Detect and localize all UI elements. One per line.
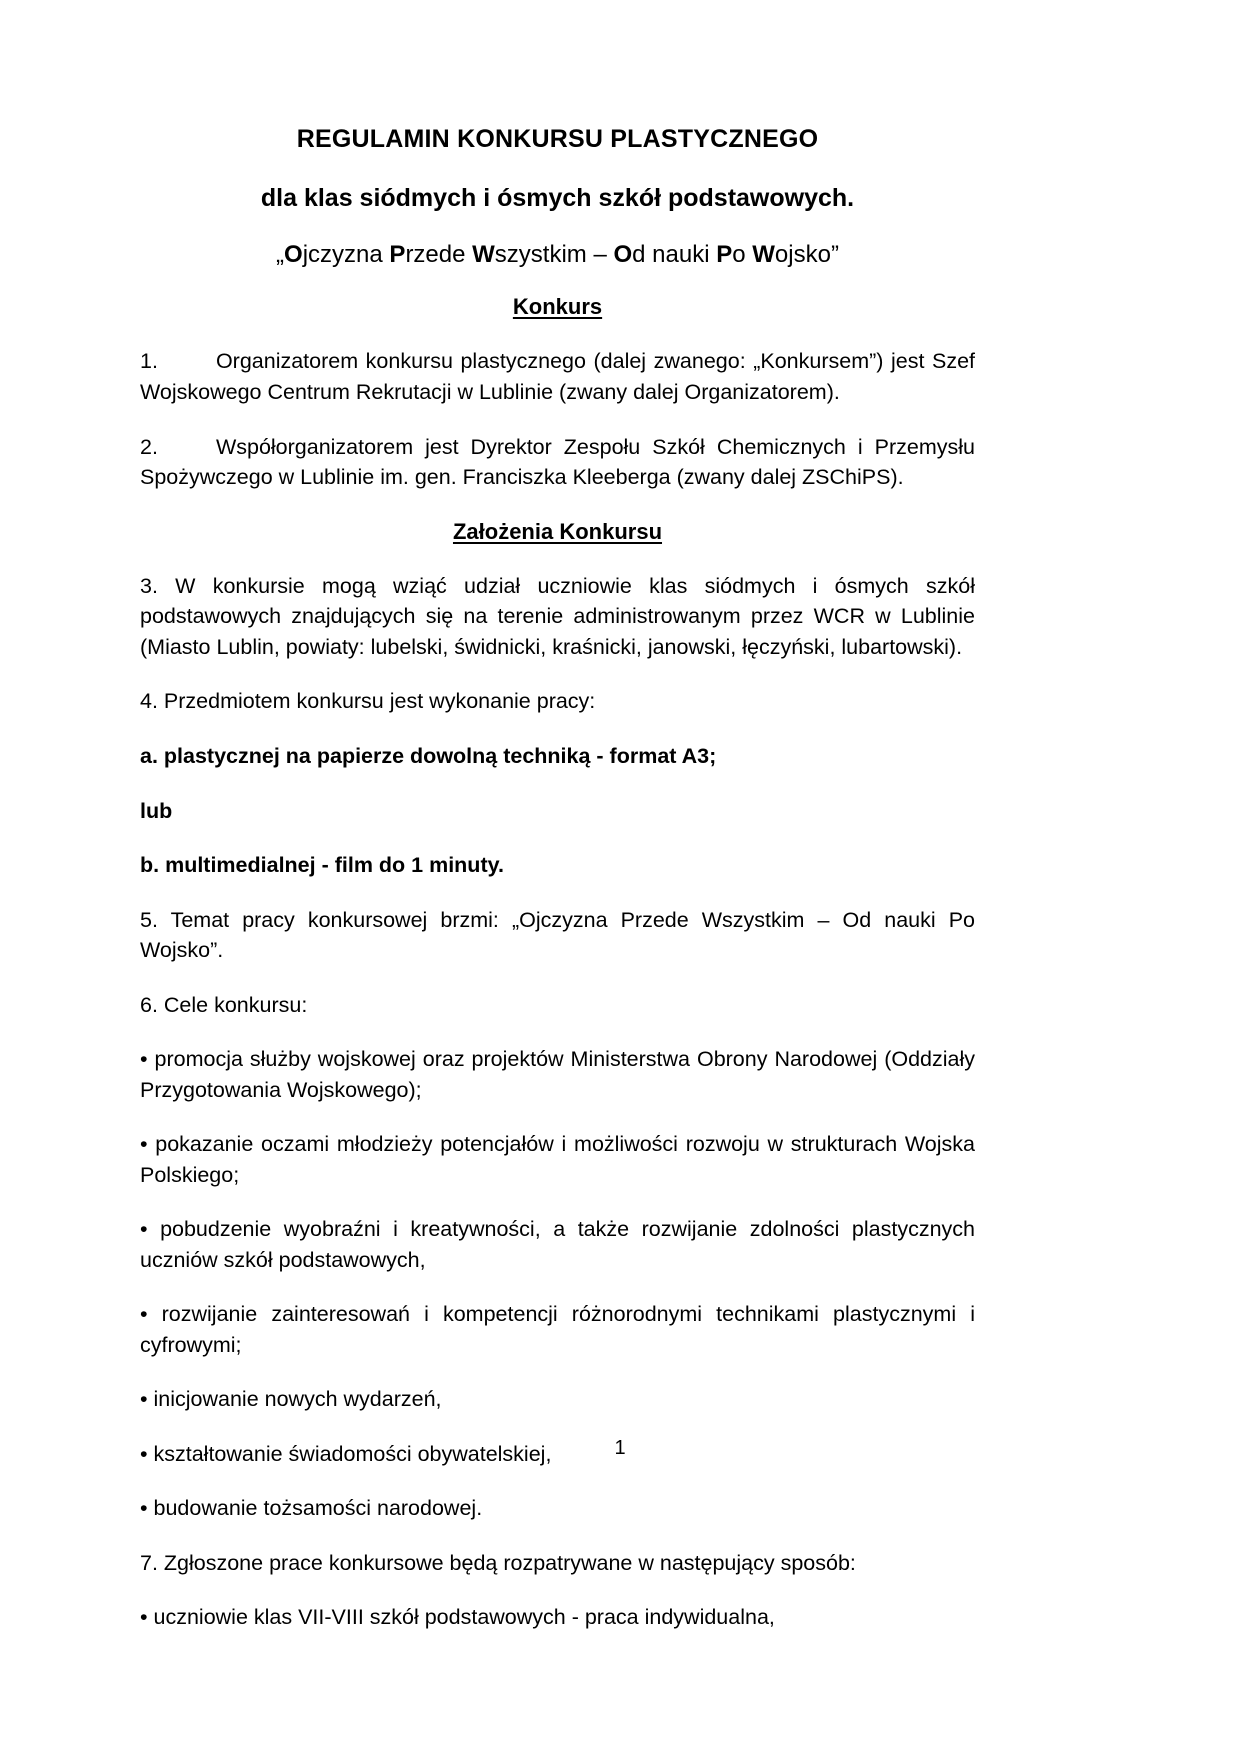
goal-bullet-4: • rozwijanie zainteresowań i kompetencji różnorodnymi technikami plastycznymi i cyfrowymi;	[140, 1302, 975, 1357]
paragraph-2-number: 2.	[140, 434, 158, 459]
title3-text-1: jczyzna	[302, 240, 390, 268]
document-title-line-1: REGULAMIN KONKURSU PLASTYCZNEGO	[296, 125, 819, 153]
goal-bullet-6: • kształtowanie świadomości obywatelskiej,	[140, 1441, 552, 1466]
section-heading-konkurs: Konkurs	[512, 294, 603, 320]
paragraph-item-4: 4. Przedmiotem konkursu jest wykonanie pracy:	[140, 689, 596, 714]
paragraph-1-text: Organizatorem konkursu plastycznego (dalej zwanego: „Konkursem”) jest Szef Wojskowego Centrum Rekrutacji w Lublinie (zwany dalej Organizatorem).	[140, 349, 975, 404]
title3-bold-o1: O	[284, 240, 303, 268]
document-body	[140, 125, 975, 1657]
paragraph-item-4a: a. plastycznej na papierze dowolną techniką - format A3;	[140, 744, 717, 768]
document-title-line-3	[140, 241, 975, 269]
title3-bold-w1: W	[472, 240, 495, 268]
goal-bullet-7: • budowanie tożsamości narodowej.	[140, 1496, 483, 1521]
title3-text-3: szystkim –	[494, 240, 614, 268]
document-title-line-2: dla klas siódmych i ósmych szkół podstawowych.	[260, 183, 855, 212]
title3-text-5: o	[732, 240, 753, 268]
goal-bullet-1: • promocja służby wojskowej oraz projektów Ministerstwa Obrony Narodowej (Oddziały Przygotowania Wojskowego);	[140, 1047, 975, 1102]
title3-bold-w2: W	[752, 240, 775, 268]
title3-open-quote: „	[276, 240, 285, 268]
title3-text-6: ojsko	[774, 240, 831, 268]
paragraph-2-text: Współorganizatorem jest Dyrektor Zespołu Szkół Chemicznych i Przemysłu Spożywczego w Lublinie im. gen. Franciszka Kleeberga (zwany dalej ZSChiPS).	[140, 434, 975, 490]
page-number: 1	[614, 1437, 626, 1459]
paragraph-item-5: 5. Temat pracy konkursowej brzmi: „Ojczyzna Przede Wszystkim – Od nauki Po Wojsko”.	[140, 907, 975, 963]
title3-bold-p1: P	[389, 240, 406, 268]
goal-bullet-3: • pobudzenie wyobraźni i kreatywności, a także rozwijanie zdolności plastycznych uczniów szkół podstawowych,	[140, 1217, 975, 1272]
section-heading-zalozenia: Założenia Konkursu	[452, 518, 663, 544]
paragraph-item-3: 3. W konkursie mogą wziąć udział uczniowie klas siódmych i ósmych szkół podstawowych znajdujących się na terenie administrowanym przez WCR w Lublinie (Miasto Lublin, powiaty: lubelski, świdnicki, kraśnicki, janowski, łęczyński, lubartowski).	[140, 573, 975, 659]
title3-bold-o2: O	[613, 240, 633, 268]
paragraph-item-1	[140, 346, 975, 407]
goal-bullet-2: • pokazanie oczami młodzieży potencjałów i możliwości rozwoju w strukturach Wojska Polskiego;	[140, 1132, 975, 1187]
paragraph-item-7: 7. Zgłoszone prace konkursowe będą rozpatrywane w następujący sposób:	[140, 1550, 856, 1575]
title3-text-4: d nauki	[632, 240, 717, 268]
paragraph-item-6: 6. Cele konkursu:	[140, 992, 308, 1017]
title3-text-2: rzede	[405, 240, 473, 268]
goal-bullet-5: • inicjowanie nowych wydarzeń,	[140, 1387, 442, 1412]
paragraph-item-7-bullet: • uczniowie klas VII-VIII szkół podstawowych - praca indywidualna,	[140, 1605, 775, 1630]
title3-bold-p2: P	[716, 240, 733, 268]
paragraph-1-number: 1.	[140, 349, 158, 374]
paragraph-item-4b: b. multimedialnej - film do 1 minuty.	[140, 853, 504, 878]
paragraph-item-4-or: lub	[140, 798, 173, 823]
paragraph-item-2	[140, 432, 975, 493]
title3-close-quote: ”	[830, 240, 839, 268]
